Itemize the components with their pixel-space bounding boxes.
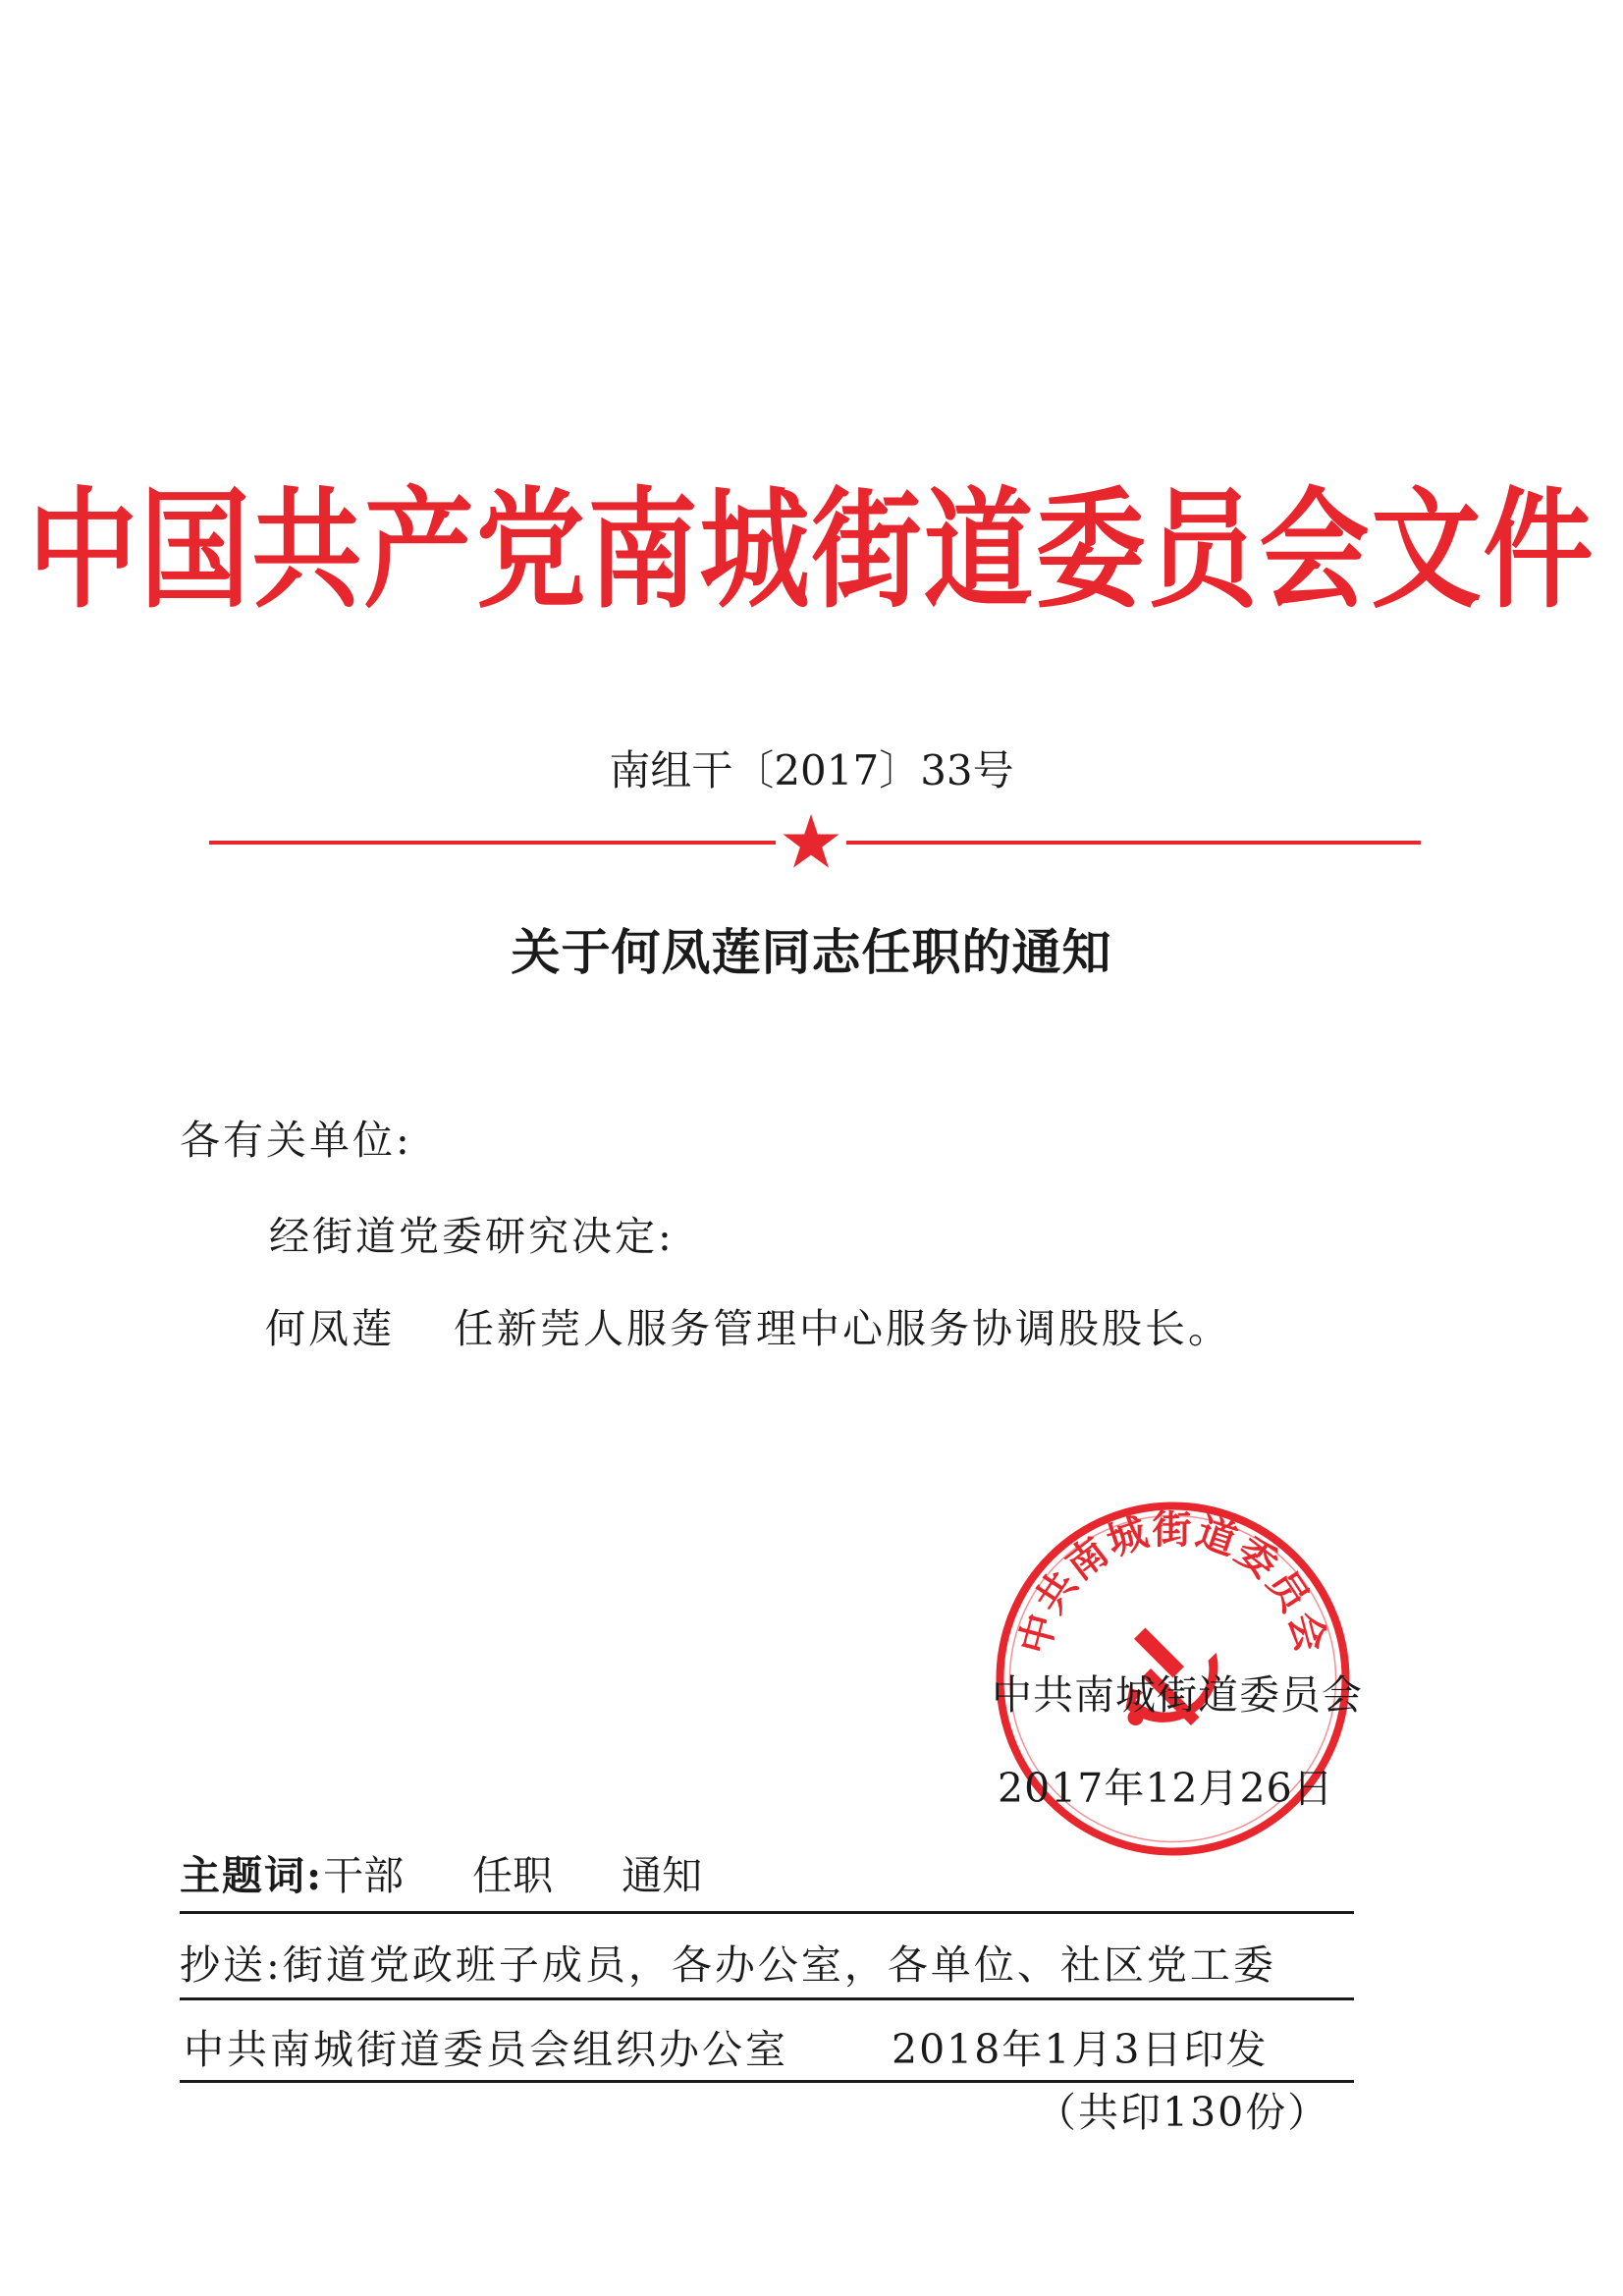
seal-text: 中共南城街道委员会	[1010, 1505, 1335, 1660]
star-icon	[781, 811, 841, 872]
print-copies: （共印130份）	[1036, 2089, 1330, 2136]
appointee-role: 任新莞人服务管理中心服务协调股股长。	[454, 1305, 1231, 1352]
document-header-title: 中国共产党南城街道委员会文件	[27, 474, 1596, 627]
signature-date: 2017年12月26日	[998, 1765, 1334, 1812]
footer-divider	[180, 1911, 1354, 1914]
cc-label: 抄送:	[180, 1941, 283, 1989]
decision-intro: 经街道党委研究决定:	[269, 1213, 675, 1260]
keywords-row	[180, 1843, 702, 1901]
red-rule-left	[209, 841, 776, 845]
salutation: 各有关单位:	[180, 1117, 412, 1164]
issue-date: 2018年1月3日印发	[892, 2026, 1269, 2073]
signatory: 中共南城街道委员会	[992, 1671, 1363, 1719]
issuing-office: 中共南城街道委员会组织办公室	[184, 2026, 788, 2073]
document-number: 南组干〔2017〕33号	[609, 746, 1014, 794]
keyword: 干部	[323, 1852, 405, 1899]
keyword: 通知	[622, 1852, 703, 1899]
appointee-name: 何凤莲	[265, 1305, 395, 1352]
red-rule-right	[846, 841, 1421, 845]
svg-text:中共南城街道委员会	[1011, 1506, 1335, 1659]
keyword: 任职	[472, 1852, 554, 1899]
keywords-label: 主题词:	[180, 1852, 324, 1899]
cc-row	[180, 1933, 1276, 1991]
cc-recipients: 街道党政班子成员，各办公室，各单位、社区党工委	[282, 1941, 1276, 1989]
notice-title: 关于何凤莲同志任职的通知	[511, 923, 1112, 981]
footer-divider	[180, 1997, 1354, 2000]
